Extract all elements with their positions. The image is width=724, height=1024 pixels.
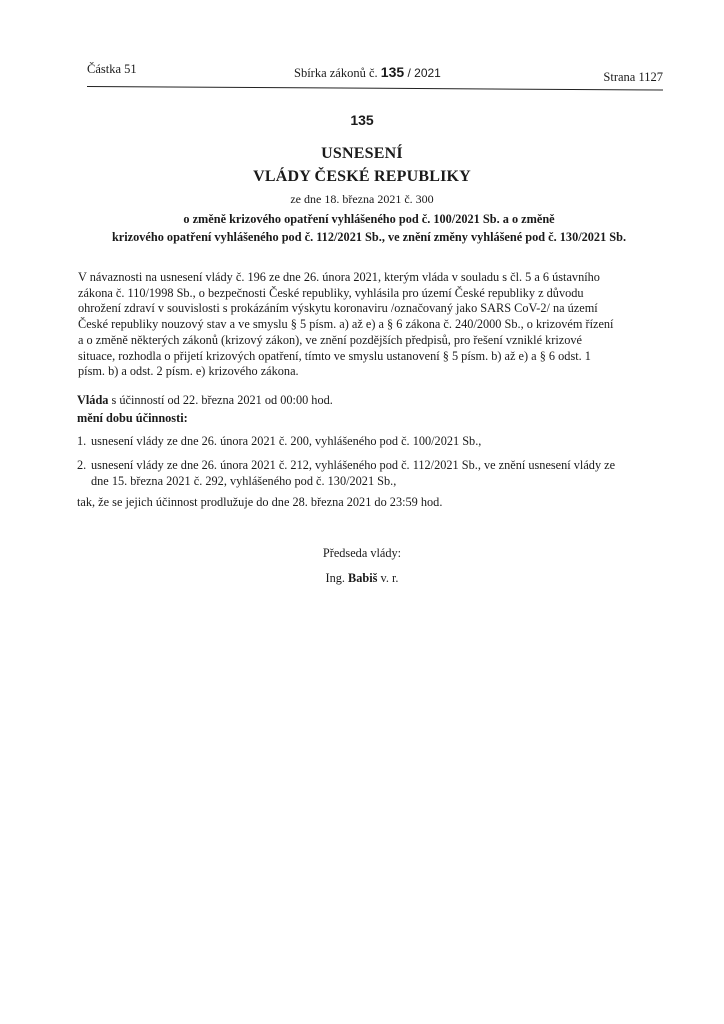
header-collection: [294, 64, 441, 81]
header-part: Částka 51: [87, 62, 137, 76]
document-subject: [80, 210, 658, 246]
list-item-line: dne 15. března 2021 č. 292, vyhlášeného pod č. 130/2021 Sb.,: [91, 473, 397, 488]
paragraph-line: České republiky nouzový stav a ve smyslu § 5 písm. a) až e) a § 6 zákona č. 240/2000 Sb., o krizovém řízení: [78, 317, 614, 332]
signature-block: [0, 541, 724, 591]
paragraph-line: písm. b) a odst. 2 písm. e) krizového zákona.: [78, 364, 299, 379]
paragraph-line: zákona č. 110/1998 Sb., o bezpečnosti České republiky, vyhlásila pro území České republiky z důvodu: [78, 285, 584, 300]
document-title: USNESENÍ: [321, 145, 403, 162]
effect-statement: [77, 393, 333, 408]
document-number: 135: [350, 112, 374, 128]
changes-heading: mění dobu účinnosti:: [77, 411, 188, 425]
effect-text: s účinností od 22. března 2021 od 00:00 hod.: [108, 393, 333, 407]
preamble-paragraph: [78, 270, 660, 380]
header-page-number: Strana 1127: [603, 70, 663, 84]
page-header: [87, 58, 663, 90]
paragraph-line: situace, rozhodla o přijetí krizových opatření, tímto ve smyslu ustanovení § 5 písm. b) až e) a § 6 odst. 1: [78, 348, 591, 363]
list-item: [77, 458, 663, 489]
effect-subject: Vláda: [77, 393, 109, 407]
document-date: ze dne 18. března 2021 č. 300: [290, 192, 434, 206]
paragraph-line: ohrožení zdraví v souvislosti s prokázáním výskytu koronaviru /označovaný jako SARS CoV-2/ na území: [78, 301, 598, 316]
header-collection-number: 135: [380, 64, 405, 80]
list-item: [77, 434, 663, 450]
list-marker: 2.: [77, 458, 87, 472]
paragraph-line: a o změně některých zákonů (krizový zákon), ve znění pozdějších předpisů, pro řešení vzniklé krizové: [78, 332, 582, 347]
subject-line: o změně krizového opatření vyhlášeného pod č. 100/2021 Sb. a o změně: [183, 212, 555, 226]
signatory-title: Ing.: [325, 571, 349, 585]
header-collection-year: / 2021: [404, 66, 441, 80]
document-issuer: VLÁDY ČESKÉ REPUBLIKY: [253, 168, 471, 185]
paragraph-line: V návaznosti na usnesení vlády č. 196 ze dne 26. února 2021, kterým vláda v souladu s čl. 5 a 6 ústavního: [78, 270, 600, 284]
list-marker: 1.: [77, 434, 87, 448]
signatory-suffix: v. r.: [377, 571, 399, 585]
list-item-line: usnesení vlády ze dne 26. února 2021 č. 212, vyhlášeného pod č. 112/2021 Sb., ve znění usnesení vlády ze: [91, 458, 616, 472]
list-item-line: usnesení vlády ze dne 26. února 2021 č. 200, vyhlášeného pod č. 100/2021 Sb.,: [91, 434, 482, 448]
signatory-surname: Babiš: [348, 571, 378, 585]
header-rule: [87, 86, 663, 91]
extension-statement: tak, že se jejich účinnost prodlužuje do dne 28. března 2021 do 23:59 hod.: [77, 495, 443, 509]
signatory-role: Předseda vlády:: [322, 546, 402, 560]
signatory-name: [0, 566, 724, 591]
subject-line: krizového opatření vyhlášeného pod č. 112/2021 Sb., ve znění změny vyhlášené pod č. 130/2021 Sb.: [111, 230, 627, 244]
header-collection-prefix: Sbírka zákonů č.: [294, 66, 381, 80]
